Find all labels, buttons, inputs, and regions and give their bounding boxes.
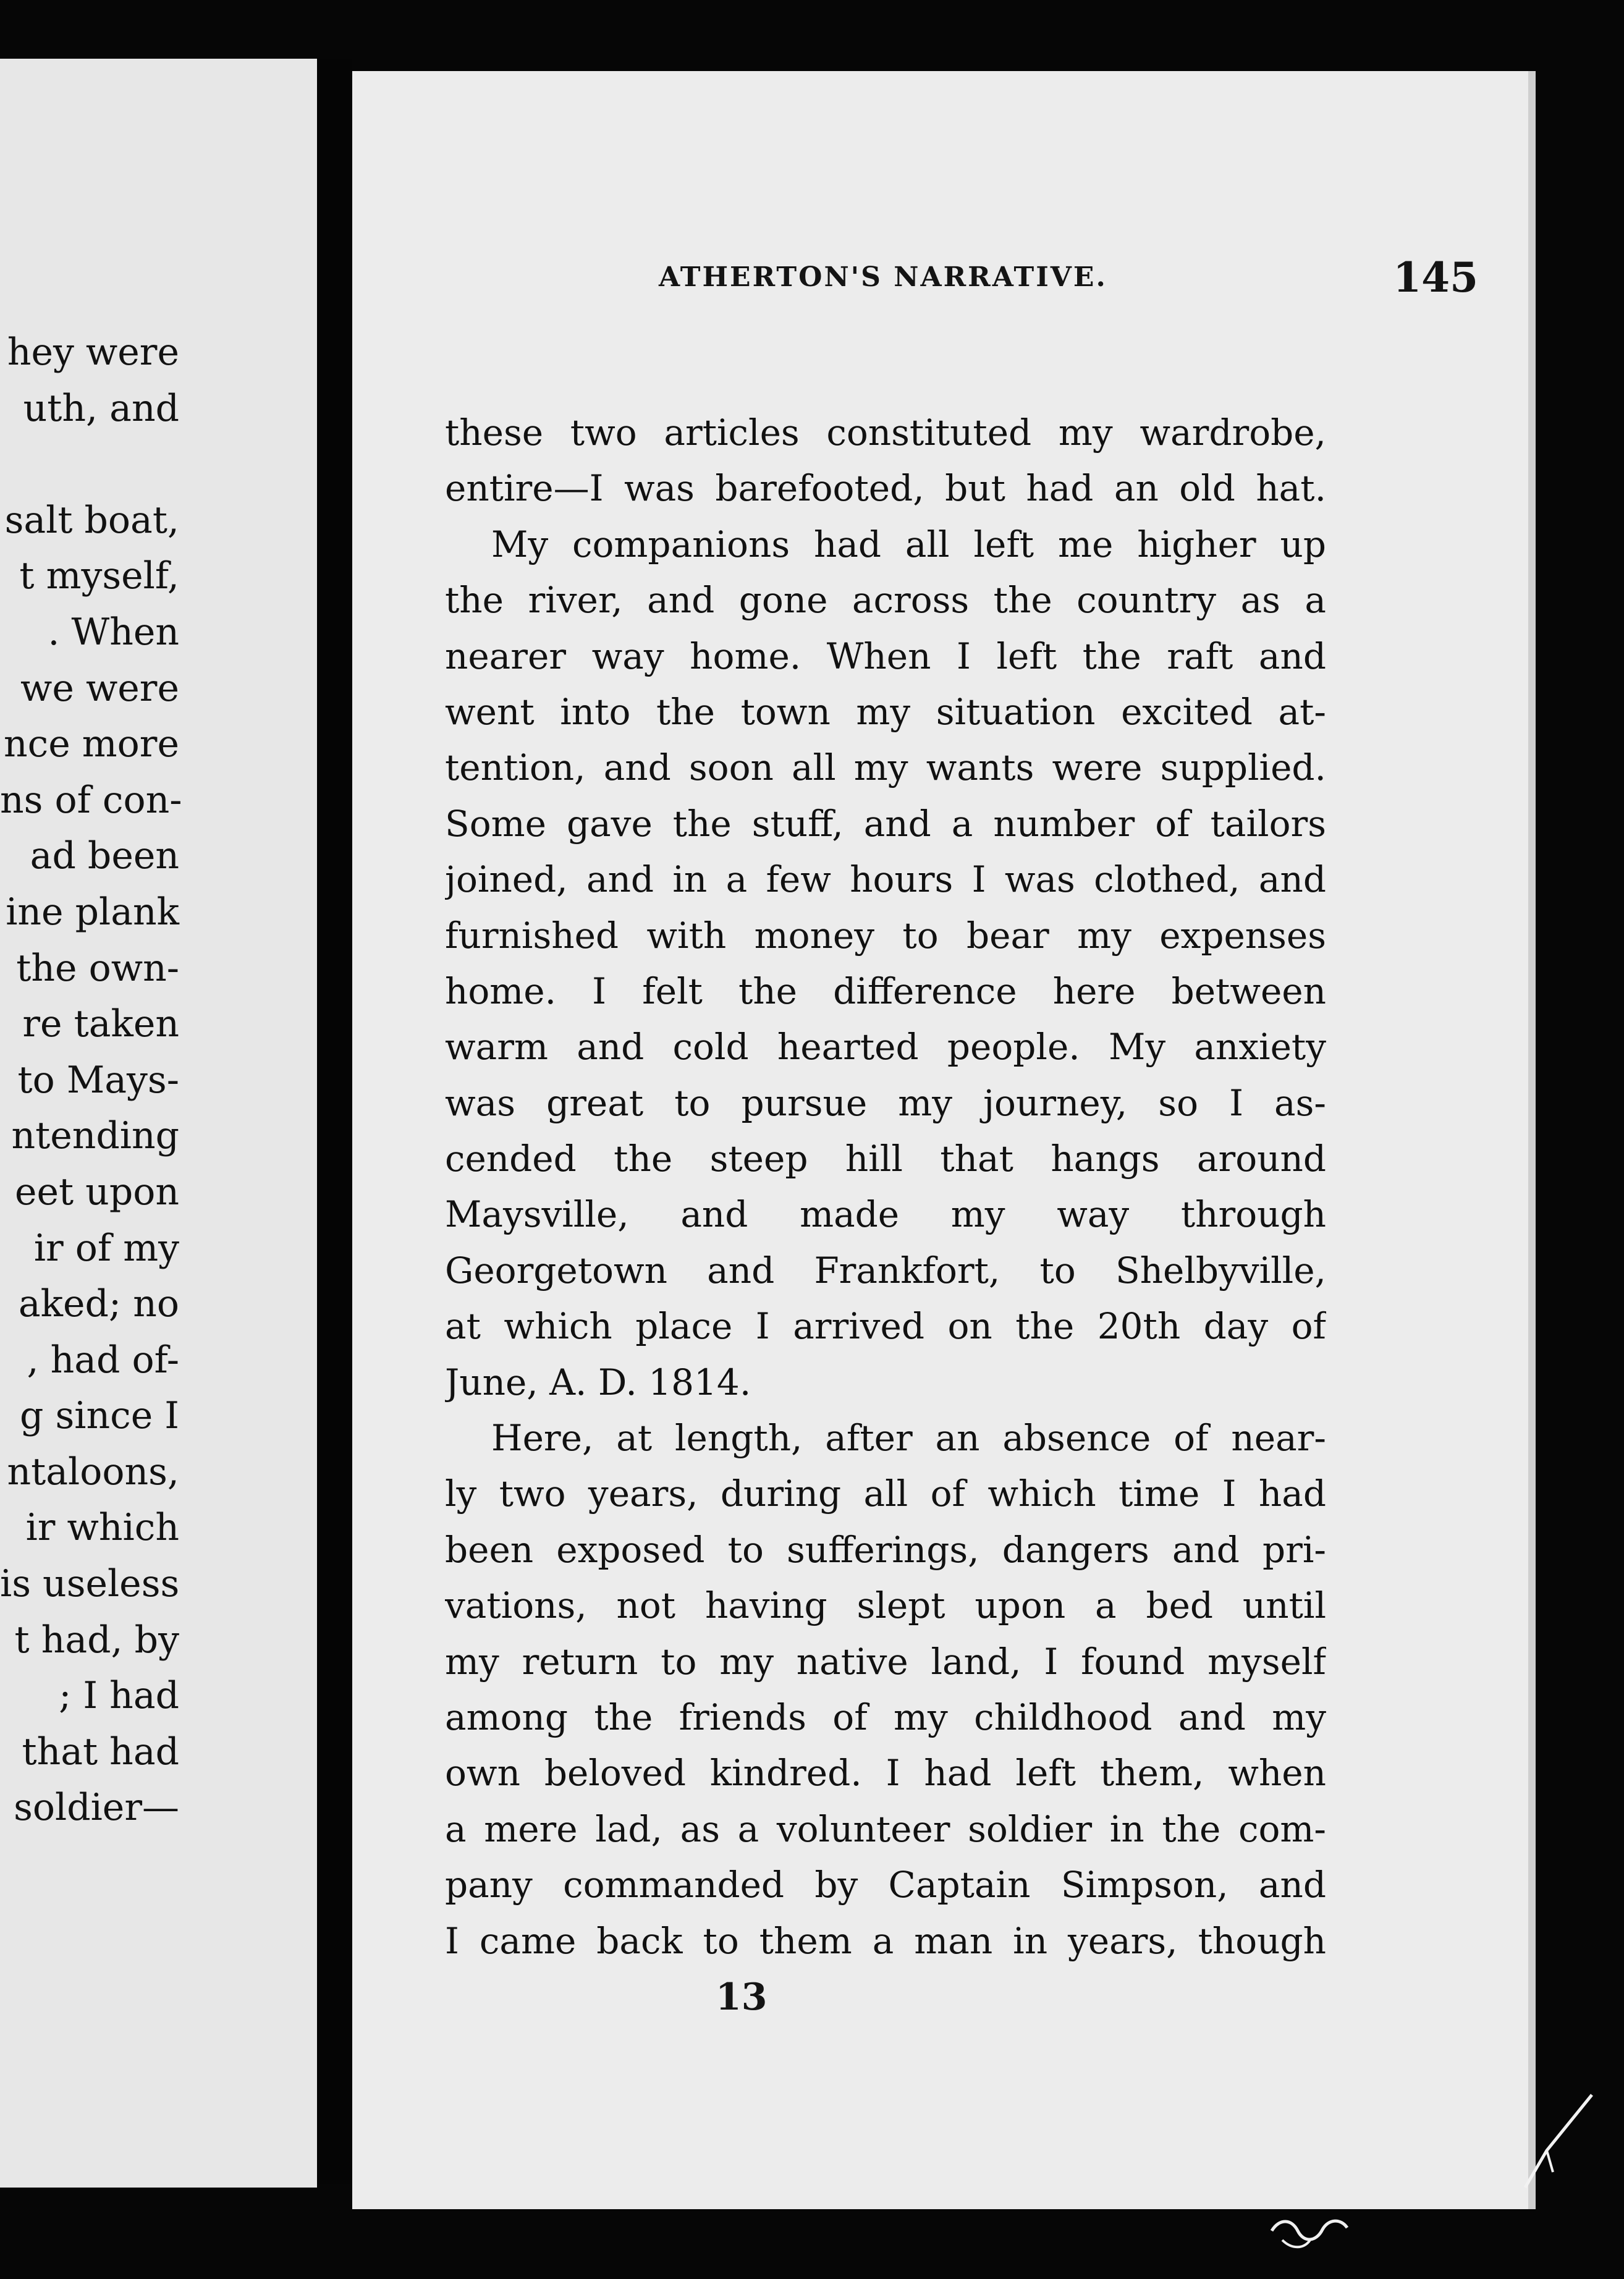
facing-line: ine plank <box>6 890 179 934</box>
facing-line: ; I had <box>59 1674 179 1718</box>
facing-line: eet upon <box>14 1170 179 1214</box>
text-line: went into the town my situation excited at- <box>445 690 1326 733</box>
facing-line: t myself, <box>19 554 179 598</box>
text-line: entire—I was barefooted, but had an old hat. <box>445 467 1326 510</box>
text-line: ly two years, during all of which time I had <box>445 1473 1326 1515</box>
facing-line: we were <box>20 666 179 710</box>
facing-line <box>0 436 179 493</box>
text-line: home. I felt the difference here between <box>445 970 1326 1012</box>
facing-line: , had of- <box>27 1338 179 1382</box>
text-line: was great to pursue my journey, so I as- <box>445 1081 1326 1124</box>
facing-line: salt boat, <box>4 498 179 542</box>
text-line: Some gave the stuff, and a number of tailors <box>445 802 1326 845</box>
facing-line: t had, by <box>14 1618 179 1662</box>
facing-line: is useless <box>0 1562 180 1606</box>
text-line: own beloved kindred. I had left them, when <box>445 1752 1326 1795</box>
text-line: cended the steep hill that hangs around <box>445 1138 1326 1180</box>
text-line: warm and cold hearted people. My anxiety <box>445 1026 1326 1068</box>
facing-line: ir which <box>25 1506 179 1550</box>
text-line: pany commanded by Captain Simpson, and <box>445 1864 1326 1906</box>
text-line: June, A. D. 1814. <box>445 1361 751 1403</box>
facing-line: ns of con- <box>0 778 182 822</box>
text-line: been exposed to sufferings, dangers and pri- <box>445 1528 1326 1571</box>
facing-line: hey were <box>7 331 179 374</box>
text-line: a mere lad, as a volunteer soldier in the com- <box>445 1808 1326 1850</box>
facing-line: g since I <box>20 1394 179 1438</box>
book-gutter <box>317 59 352 2184</box>
facing-line: ad been <box>30 834 179 878</box>
facing-line: uth, and <box>23 386 179 430</box>
facing-line: to Mays- <box>17 1058 179 1102</box>
facing-line: ntending <box>11 1114 179 1158</box>
facing-line: aked; no <box>18 1282 179 1326</box>
facing-page <box>0 59 317 2188</box>
facing-line: that had <box>22 1730 179 1774</box>
text-line: nearer way home. When I left the raft and <box>445 635 1326 677</box>
facing-line: soldier— <box>14 1786 179 1830</box>
text-line: Georgetown and Frankfort, to Shelbyville, <box>445 1249 1326 1292</box>
text-line: the river, and gone across the country as a <box>445 579 1326 622</box>
text-line: Maysville, and made my way through <box>445 1193 1326 1236</box>
facing-line: . When <box>48 610 179 654</box>
facing-line: re taken <box>22 1002 179 1046</box>
facing-page-text <box>0 324 182 1836</box>
text-line: My companions had all left me higher up <box>491 523 1326 565</box>
text-line: at which place I arrived on the 20th day of <box>445 1305 1326 1348</box>
facing-line: the own- <box>16 946 179 990</box>
text-line: I came back to them a man in years, though <box>445 1919 1326 1962</box>
scan-bottom-mark-icon <box>1267 2212 1372 2256</box>
book-page <box>352 71 1536 2209</box>
text-line: furnished with money to bear my expenses <box>445 914 1326 957</box>
facing-line: ntaloons, <box>7 1450 179 1494</box>
text-line: these two articles constituted my wardrobe, <box>445 412 1326 454</box>
page-body <box>445 405 1326 1969</box>
signature-mark: 13 <box>716 1976 768 2019</box>
page-number: 145 <box>1393 253 1478 302</box>
text-line: joined, and in a few hours I was clothed, and <box>445 858 1326 901</box>
facing-line: ir of my <box>33 1226 179 1270</box>
scan-corner-mark-icon <box>1519 2082 1599 2194</box>
facing-line: nce more <box>3 722 179 766</box>
page-header <box>659 255 1478 302</box>
text-line: among the friends of my childhood and my <box>445 1696 1326 1738</box>
text-line: tention, and soon all my wants were supplied. <box>445 746 1326 789</box>
text-line: Here, at length, after an absence of near- <box>491 1417 1326 1460</box>
text-line: vations, not having slept upon a bed until <box>445 1584 1326 1627</box>
text-line: my return to my native land, I found myself <box>445 1640 1326 1683</box>
running-title: ATHERTON'S NARRATIVE. <box>659 261 1107 293</box>
